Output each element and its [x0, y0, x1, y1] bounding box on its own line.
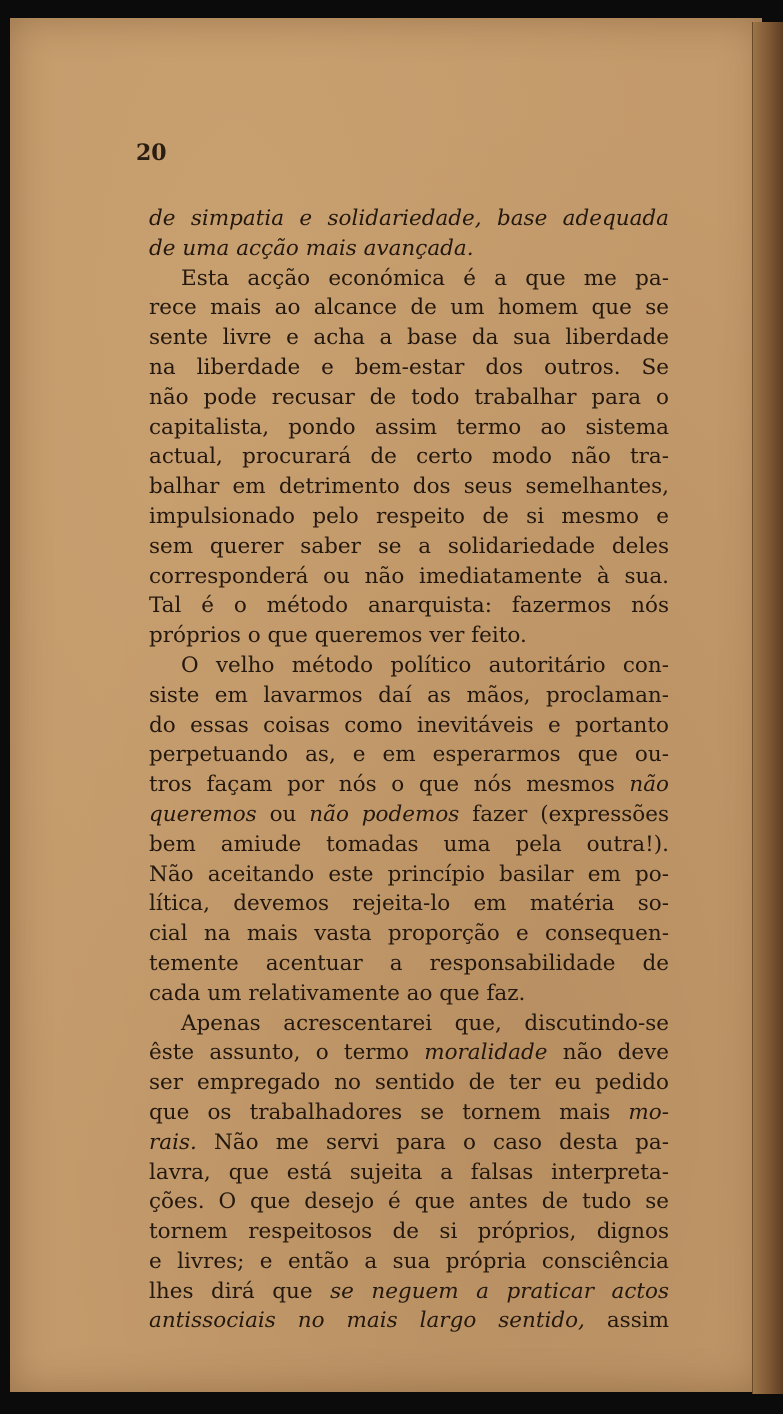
- text-segment: Não aceitando este princípio basilar em po-: [149, 861, 669, 887]
- italic-text: rais.: [149, 1129, 197, 1155]
- text-line: [149, 889, 669, 919]
- text-segment: Esta acção económica é a que me pa-: [181, 265, 669, 291]
- italic-text: antissociais no mais largo sentido,: [149, 1308, 585, 1334]
- text-segment: não pode recusar de todo trabalhar para o: [149, 384, 669, 410]
- text-line: [149, 1187, 669, 1217]
- text-line: [149, 1247, 669, 1277]
- text-segment: não deve: [547, 1040, 669, 1066]
- text-segment: lavra, que está sujeita a falsas interpreta-: [149, 1159, 669, 1185]
- text-line: [149, 919, 669, 949]
- text-segment: cada um relativamente ao que faz.: [149, 980, 526, 1006]
- text-line: [149, 1098, 669, 1128]
- text-line: [149, 740, 669, 770]
- text-line: [149, 1038, 669, 1068]
- text-line: [149, 562, 669, 592]
- text-segment: O velho método político autoritário con-: [181, 652, 669, 678]
- text-line: [149, 711, 669, 741]
- text-segment: e livres; e então a sua própria consciência: [149, 1248, 669, 1274]
- text-line: [149, 800, 669, 830]
- text-segment: na liberdade e bem-estar dos outros. Se: [149, 354, 669, 380]
- text-segment: temente acentuar a responsabilidade de: [149, 950, 669, 976]
- text-segment: Tal é o método anarquista: fazermos nós: [149, 593, 669, 619]
- text-segment: Não me servi para o caso desta pa-: [196, 1129, 669, 1155]
- italic-text: se neguem a praticar actos: [330, 1278, 669, 1304]
- text-segment: perpetuando as, e em esperarmos que ou-: [149, 742, 669, 768]
- italic-text: de simpatia e solidariedade, base adequada: [149, 206, 669, 231]
- text-segment: ser empregado no sentido de ter eu pedido: [149, 1070, 669, 1096]
- text-line: [149, 651, 669, 681]
- text-segment: bem amiude tomadas uma pela outra!).: [149, 831, 669, 857]
- paper-page: [10, 18, 762, 1392]
- text-line: [149, 1158, 669, 1188]
- text-line: [149, 353, 669, 383]
- text-segment: sem querer saber se a solidariedade deles: [149, 533, 669, 559]
- text-line: [149, 472, 669, 502]
- text-segment: sente livre e acha a base da sua liberdade: [149, 325, 669, 351]
- italic-text: mo-: [628, 1099, 669, 1125]
- text-segment: balhar em detrimento dos seus semelhantes,: [149, 474, 669, 500]
- text-line: [149, 979, 669, 1009]
- text-segment: fazer (expressões: [459, 801, 669, 827]
- text-line: [149, 442, 669, 472]
- text-segment: corresponderá ou não imediatamente à sua.: [149, 563, 669, 589]
- text-line: [149, 1068, 669, 1098]
- text-segment: rece mais ao alcance de um homem que se: [149, 295, 669, 321]
- text-line: [149, 502, 669, 532]
- text-line: [149, 383, 669, 413]
- italic-text: queremos: [149, 801, 257, 827]
- text-line: [149, 1277, 669, 1307]
- text-line: [149, 532, 669, 562]
- text-segment: lítica, devemos rejeita-lo em matéria so-: [149, 891, 669, 917]
- text-segment: lhes dirá que: [149, 1278, 331, 1304]
- text-line: [149, 293, 669, 323]
- text-line: [149, 830, 669, 860]
- text-line: [149, 770, 669, 800]
- text-segment: cial na mais vasta proporção e consequen-: [149, 921, 669, 947]
- text-segment: actual, procurará de certo modo não tra-: [149, 444, 669, 470]
- text-line: [149, 1009, 669, 1039]
- text-segment: êste assunto, o termo: [149, 1040, 425, 1066]
- text-segment: capitalista, pondo assim termo ao sistema: [149, 414, 669, 440]
- text-line: [149, 1217, 669, 1247]
- text-line: [149, 949, 669, 979]
- text-segment: siste em lavarmos daí as mãos, proclaman-: [149, 682, 669, 708]
- text-segment: próprios o que queremos ver feito.: [149, 623, 527, 649]
- text-segment: ou: [256, 801, 310, 827]
- text-segment: tros façam por nós o que nós mesmos: [149, 772, 630, 798]
- italic-text: moralidade: [424, 1040, 548, 1066]
- text-segment: ções. O que desejo é que antes de tudo se: [149, 1189, 669, 1215]
- text-line: [149, 204, 669, 234]
- text-segment: Apenas acrescentarei que, discutindo-se: [181, 1010, 669, 1036]
- text-line: [149, 413, 669, 443]
- text-segment: assim: [584, 1308, 670, 1334]
- body-text: [149, 204, 669, 1336]
- text-segment: que os trabalhadores se tornem mais: [149, 1099, 629, 1125]
- text-segment: impulsionado pelo respeito de si mesmo e: [149, 503, 669, 529]
- text-line: [149, 681, 669, 711]
- text-line: [149, 621, 669, 651]
- text-line: [149, 860, 669, 890]
- italic-text: de uma acção mais avançada.: [149, 235, 474, 261]
- text-line: [149, 264, 669, 294]
- page-number: 20: [136, 140, 167, 166]
- text-line: [149, 323, 669, 353]
- italic-text: não: [629, 772, 669, 798]
- italic-text: não podemos: [309, 801, 460, 827]
- text-segment: tornem respeitosos de si próprios, dignos: [149, 1219, 669, 1245]
- text-line: [149, 591, 669, 621]
- text-line: [149, 234, 669, 264]
- text-segment: do essas coisas como inevitáveis e portanto: [149, 712, 669, 738]
- text-line: [149, 1128, 669, 1158]
- text-line: [149, 1306, 669, 1336]
- page-edge: [752, 22, 783, 1394]
